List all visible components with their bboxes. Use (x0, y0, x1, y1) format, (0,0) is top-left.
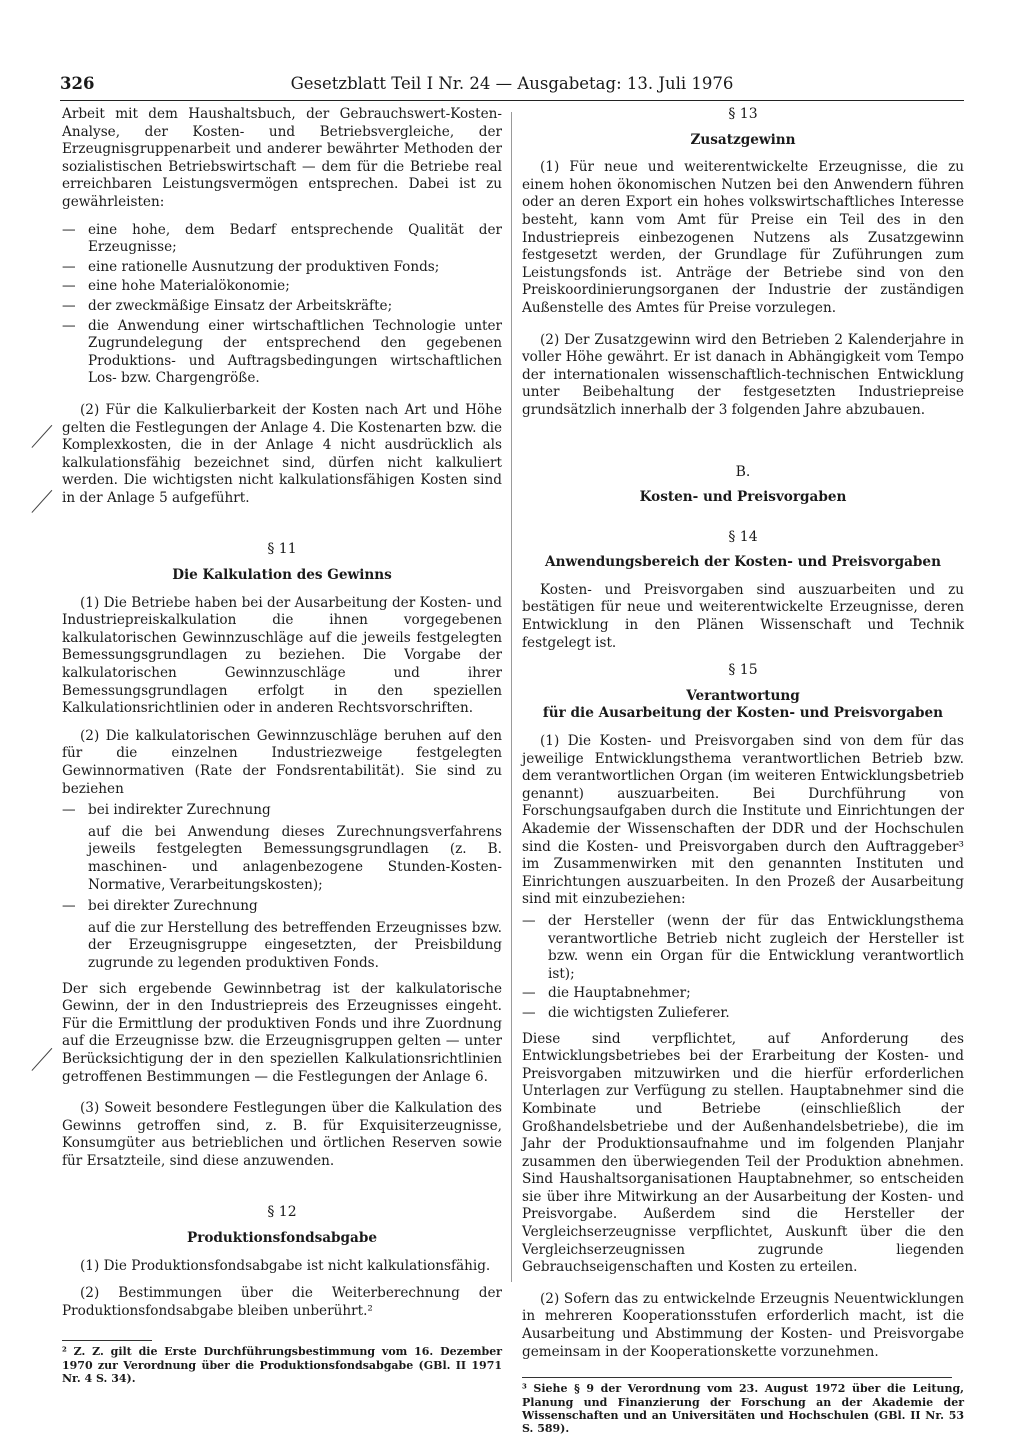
participants-list (522, 913, 964, 1023)
paragraph: Kosten- und Preisvorgaben sind auszuarbeiten und zu bestätigen für neue und weiterentwickelte Erzeugnisse, deren Entwicklung in den Plänen Wissenschaft und Technik festgelegt ist. (522, 581, 964, 651)
section-number: § 15 (728, 662, 758, 679)
paragraph: (1) Die Kosten- und Preisvorgaben sind von dem für das jeweilige Entwicklungsthema verantwortlichen Betrieb bzw. dem verantwortlichen Organ (im weiteren Entwicklungsbetrieb genannt) auszuarbeiten. Bei Durchführung von Forschungsaufgaben durch die Institute und Einrichtungen der Akademie der Wissenschaften der DDR und der Hochschulen sind die Kosten- und Preisvorgaben durch den Auftraggeber³ im Zusammenwirken mit den genannten Instituten und Einrichtungen auszuarbeiten. In den Prozeß der Ausarbeitung sind mit einzubeziehen: (522, 733, 964, 908)
paragraph: (1) Für neue und weiterentwickelte Erzeugnisse, die zu einem hohen ökonomischen Nutzen bei den Anwendern führen oder an deren Export ein hohes volkswirtschaftliches Interesse besteht, kann vom Amt für Preise ein Teil des in den Industriepreis einbezogenen Nutzens als Zusatzgewinn festgesetzt werden, der Grundlage für Zuführungen zum Leistungsfonds ist. Anträge der Betriebe sind von den Preiskoordinierungsorganen der Industrie der zuständigen Außenstelle des Amtes für Preise vorzulegen. (522, 159, 964, 316)
margin-pencil-mark (31, 1048, 52, 1071)
paragraph: (2) Bestimmungen über die Weiterberechnung der Produktionsfondsabgabe bleiben unberührt.² (62, 1285, 502, 1319)
section-number: § 13 (728, 106, 758, 122)
list-dash: — (62, 898, 76, 915)
page-header (60, 74, 964, 101)
attribution-list (62, 802, 502, 972)
list-dash: — (62, 317, 76, 334)
running-title: Gesetzblatt Teil I Nr. 24 — Ausgabetag: 13. Juli 1976 (290, 74, 734, 93)
list-item: — der zweckmäßige Einsatz der Arbeitskräfte; (62, 297, 393, 314)
list-item: — die Anwendung einer wirtschaftlichen Technologie unter Zugrundelegung der entsprechend den gegebenen Produktions- und Auftragsbedingungen wirtschaftlichen Los- bzw. Chargengröße. (62, 317, 502, 387)
right-column (522, 106, 964, 1436)
section-number: § 14 (728, 528, 758, 545)
page-number: 326 (60, 74, 95, 93)
footnote: ² Z. Z. gilt die Erste Durchführungsbestimmung vom 16. Dezember 1970 zur Verordnung über die Produktionsfondsabgabe (GBl. II 1971 Nr. 4 S. 34). (62, 1345, 502, 1386)
section-title: Zusatzgewinn (690, 131, 796, 148)
paragraph: (1) Die Betriebe haben bei der Ausarbeitung der Kosten- und Industriepreiskalkulation die ihnen vorgegebenen kalkulatorischen Gewinnzuschläge auf die jeweils festgelegten Bemessungsgrundlagen zu beziehen. Die Vorgabe der kalkulatorischen Gewinnzuschläge und ihrer Bemessungsgrundlagen erfolgt in den speziellen Kalkulationsrichtlinien oder in anderen Rechtsvorschriften. (62, 594, 502, 717)
footnote: ³ Siehe § 9 der Verordnung vom 23. August 1972 über die Leitung, Planung und Finanzierung der Forschung an der Akademie der Wissenschaften und an Universitäten und Hochschulen (GBl. II Nr. 53 S. 589). (522, 1382, 964, 1436)
left-column (62, 106, 502, 1386)
paragraph: Diese sind verpflichtet, auf Anforderung des Entwicklungsbetriebes bei der Erarbeitung der Kosten- und Preisvorgaben mitzuwirken und die hierfür erforderlichen Unterlagen zur Verfügung zu stellen. Hauptabnehmer sind die Kombinate und Betriebe (einschließlich der Großhandelsbetriebe und der Außenhandelsbetriebe), die im Jahr der Produktionsaufnahme und im folgenden Planjahr zusammen den überwiegenden Teil der Produktion abnehmen. Sind Haushaltsorganisationen Hauptabnehmer, so entscheiden sie über ihre Mitwirkung an der Ausarbeitung der Kosten- und Preisvorgabe. Außerdem sind die Hersteller der Vergleichserzeugnisse verpflichtet, Auskunft über die den Vergleichserzeugnissen zugrunde liegenden Gebrauchseigenschaften und Kosten zu erteilen. (522, 1030, 964, 1276)
paragraph: Arbeit mit dem Haushaltsbuch, der Gebrauchswert-Kosten-Analyse, der Kosten- und Betriebsvergleiche, der Erzeugnisgruppenarbeit und anderer bewährter Methoden der sozialistischen Betriebswirtschaft — dem für die Betriebe real erreichbaren Leistungsvermögen entsprechen. Dabei ist zu gewährleisten: (62, 106, 502, 210)
list-dash: — (62, 221, 76, 238)
section-subtitle: für die Ausarbeitung der Kosten- und Preisvorgaben (542, 705, 944, 722)
list-item: — die wichtigsten Zulieferer. (522, 1004, 730, 1021)
section-title: Produktionsfondsabgabe (186, 1230, 378, 1247)
list-dash: — (522, 912, 536, 929)
footnote-rule (522, 1377, 952, 1378)
paragraph: (2) Die kalkulatorischen Gewinnzuschläge beruhen auf den für die einzelnen Industriezweige festgelegten Gewinnormativen (Rate der Fondsrentabilität). Sie sind zu beziehen (62, 727, 502, 797)
section-number: § 12 (267, 1204, 297, 1221)
paragraph: (3) Soweit besondere Festlegungen über die Kalkulation des Gewinns getroffen sind, z. B. für Exquisiterzeugnisse, Konsumgüter aus betrieblichen und örtlichen Reserven sowie für Ersatzteile, sind diese anzuwenden. (62, 1100, 502, 1169)
list-item: — eine rationelle Ausnutzung der produktiven Fonds; (62, 258, 440, 275)
column-divider (511, 112, 512, 1282)
section-title: Verantwortung (686, 687, 800, 704)
paragraph: (2) Für die Kalkulierbarkeit der Kosten nach Art und Höhe gelten die Festlegungen der Anlage 4. Die Kostenarten bzw. die Komplexkosten, die in der Anlage 4 nicht ausdrücklich als kalkulationsfähig bezeichnet sind, dürfen nicht kalkuliert werden. Die wichtigsten nicht kalkulationsfähigen Kosten sind in der Anlage 5 aufgeführt. (62, 401, 502, 506)
list-item: — der Hersteller (wenn der für das Entwicklungsthema verantwortliche Betrieb nicht zugleich der Hersteller ist bzw. wenn ein Organ für die Entwicklung verantwortlich ist); (522, 912, 964, 982)
list-dash: — (62, 258, 76, 275)
list-dash: — (62, 278, 76, 295)
section-number: § 11 (267, 541, 297, 558)
requirements-list (62, 222, 502, 388)
margin-pencil-mark (31, 490, 52, 513)
paragraph: (2) Sofern das zu entwickelnde Erzeugnis Neuentwicklungen in mehreren Kooperationsstufen erforderlich macht, ist die Ausarbeitung und Abstimmung der Kosten- und Preisvorgabe gemeinsam in der Kooperationskette vorzunehmen. (522, 1290, 964, 1360)
paragraph: (1) Die Produktionsfondsabgabe ist nicht kalkulationsfähig. (80, 1257, 491, 1274)
list-item: — die Hauptabnehmer; (522, 985, 691, 1002)
list-dash: — (522, 1004, 536, 1021)
margin-pencil-mark (31, 425, 52, 448)
paragraph: (2) Der Zusatzgewinn wird den Betrieben 2 Kalenderjahre in voller Höhe gewährt. Er ist danach in Abhängigkeit vom Tempo der internationalen wissenschaftlich-technischen Entwicklung unter Beibehaltung der festgesetzten Industriepreise grundsätzlich innerhalb der 3 folgenden Jahre abzubauen. (522, 331, 964, 418)
section-title: Die Kalkulation des Gewinns (172, 567, 392, 584)
list-item: — eine hohe, dem Bedarf entsprechende Qualität der Erzeugnisse; (62, 221, 502, 256)
part-title: Kosten- und Preisvorgaben (639, 489, 847, 506)
section-title: Anwendungsbereich der Kosten- und Preisvorgaben (545, 554, 941, 571)
list-item: — bei indirekter Zurechnung auf die bei Anwendung dieses Zurechnungsverfahrens jeweils festgelegten Bemessungsgrundlagen (z. B. maschinen- und anlagenbezogene Stunden-Kosten-Normative, Verarbeitungskosten); (62, 802, 502, 893)
footnote-rule (62, 1340, 152, 1341)
paragraph: Der sich ergebende Gewinnbetrag ist der kalkulatorische Gewinn, der in den Industriepreis des Erzeugnisses eingeht. Für die Ermittlung der produktiven Fonds und ihre Zuordnung auf die Erzeugnisse bzw. die Erzeugnisgruppen gelten — unter Berücksichtigung der in den speziellen Kalkulationsrichtlinien getroffenen Bestimmungen — die Festlegungen der Anlage 6. (62, 980, 502, 1085)
list-dash: — (522, 985, 536, 1002)
list-item: — bei direkter Zurechnung auf die zur Herstellung des betreffenden Erzeugnisses bzw. der Erzeugnisgruppe eingesetzten, der Preisbildung zugrunde zu legenden produktiven Fonds. (62, 898, 502, 971)
part-label: B. (735, 463, 751, 480)
list-dash: — (62, 802, 76, 819)
list-item: — eine hohe Materialökonomie; (62, 278, 290, 295)
list-dash: — (62, 297, 76, 314)
